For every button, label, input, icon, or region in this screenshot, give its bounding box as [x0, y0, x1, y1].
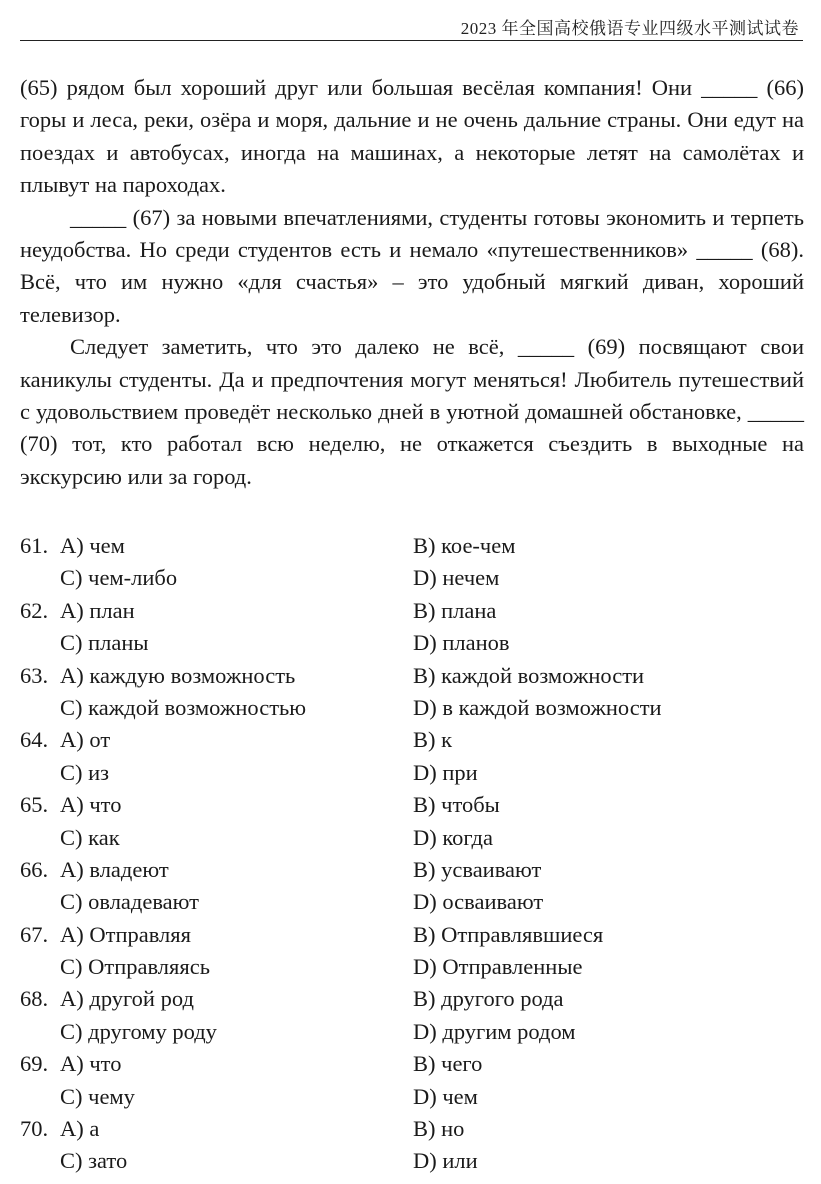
- question-number: 68.: [20, 986, 49, 1012]
- option-b: B) усваивают: [413, 856, 542, 882]
- option-a: A) что: [60, 792, 122, 818]
- question-number: 67.: [20, 921, 49, 947]
- option-c: C) из: [60, 759, 110, 785]
- option-d: D) нечем: [413, 565, 500, 591]
- question-number: 63.: [20, 662, 49, 688]
- option-a: A) каждую возможность: [60, 662, 296, 688]
- option-c: C) планы: [60, 630, 149, 656]
- option-b: B) каждой возможности: [413, 662, 645, 688]
- option-a: A) что: [60, 1051, 122, 1077]
- header-rule: [20, 40, 803, 41]
- option-c: C) другому роду: [60, 1018, 217, 1044]
- passage: [20, 72, 804, 493]
- option-c: C) зато: [60, 1148, 128, 1174]
- passage-paragraph: (65) рядом был хороший друг или большая весёлая компания! Они _____ (66) горы и леса, реки, озёра и моря, дальние и не очень дальние страны. Они едут на поездах и автобусах, иногда на машинах, а некоторые летят на самолётах и плывут на пароходах.: [20, 75, 804, 198]
- option-c: C) чем-либо: [60, 565, 178, 591]
- question-row: [20, 1048, 804, 1080]
- question-number: 66.: [20, 856, 49, 882]
- question-row: [20, 1081, 804, 1113]
- answer-options: [20, 530, 804, 1178]
- question-row: [20, 692, 804, 724]
- question-row: [20, 789, 804, 821]
- option-b: B) кое-чем: [413, 533, 516, 558]
- option-c: C) как: [60, 824, 120, 850]
- option-a: A) Отправляя: [60, 921, 191, 947]
- question-number: 69.: [20, 1051, 49, 1077]
- question-number: 61.: [20, 533, 49, 558]
- question-row: [20, 951, 804, 983]
- option-b: B) другого рода: [413, 986, 564, 1012]
- option-d: D) при: [413, 759, 478, 785]
- option-b: B) но: [413, 1116, 465, 1142]
- question-row: [20, 595, 804, 627]
- option-a: A) план: [60, 597, 135, 623]
- question-row: [20, 627, 804, 659]
- question-row: [20, 983, 804, 1015]
- option-a: A) чем: [60, 533, 125, 558]
- option-d: D) другим родом: [413, 1018, 576, 1044]
- option-d: D) когда: [413, 824, 493, 850]
- question-row: [20, 822, 804, 854]
- page-header: 2023 年全国高校俄语专业四级水平测试试卷: [460, 19, 799, 38]
- option-d: D) осваивают: [413, 889, 544, 915]
- option-b: B) к: [413, 727, 453, 753]
- question-number: 70.: [20, 1116, 49, 1142]
- option-d: D) Отправленные: [413, 954, 583, 980]
- question-number: 65.: [20, 792, 49, 818]
- option-b: B) чтобы: [413, 792, 500, 818]
- option-c: C) чему: [60, 1083, 135, 1109]
- question-row: [20, 562, 804, 594]
- question-row: [20, 854, 804, 886]
- option-d: D) в каждой возможности: [413, 694, 662, 720]
- option-b: B) плана: [413, 597, 497, 623]
- question-row: [20, 1016, 804, 1048]
- question-number: 62.: [20, 597, 49, 623]
- passage-paragraph: _____ (67) за новыми впечатлениями, студенты готовы экономить и терпеть неудобства. Но среди студентов есть и немало «путешественников» _____ (68). Всё, что им нужно «для счастья» – это удобный мягкий диван, хороший телевизор.: [20, 204, 804, 327]
- option-d: D) чем: [413, 1083, 478, 1109]
- option-a: A) а: [60, 1116, 100, 1142]
- option-d: D) или: [413, 1148, 478, 1174]
- option-a: A) другой род: [60, 986, 194, 1012]
- passage-paragraph: Следует заметить, что это далеко не всё, _____ (69) посвящают свои каникулы студенты. Да и предпочтения могут меняться! Любитель путешествий с удовольствием проведёт несколько дней в уютной домашней обстановке, _____ (70) тот, кто работал всю неделю, не откажется съездить в выходные на экскурсию или за город.: [20, 334, 804, 489]
- option-a: A) владеют: [60, 856, 169, 882]
- question-row: [20, 1113, 804, 1145]
- question-row: [20, 724, 804, 756]
- option-d: D) планов: [413, 630, 510, 656]
- option-c: C) Отправляясь: [60, 954, 210, 980]
- option-b: B) чего: [413, 1051, 483, 1077]
- option-a: A) от: [60, 727, 111, 753]
- option-c: C) овладевают: [60, 889, 200, 915]
- question-row: [20, 757, 804, 789]
- option-c: C) каждой возможностью: [60, 694, 307, 720]
- question-row: [20, 530, 804, 562]
- question-row: [20, 886, 804, 918]
- question-row: [20, 1145, 804, 1177]
- question-row: [20, 919, 804, 951]
- question-number: 64.: [20, 727, 49, 753]
- question-row: [20, 660, 804, 692]
- option-b: B) Отправлявшиеся: [413, 921, 604, 947]
